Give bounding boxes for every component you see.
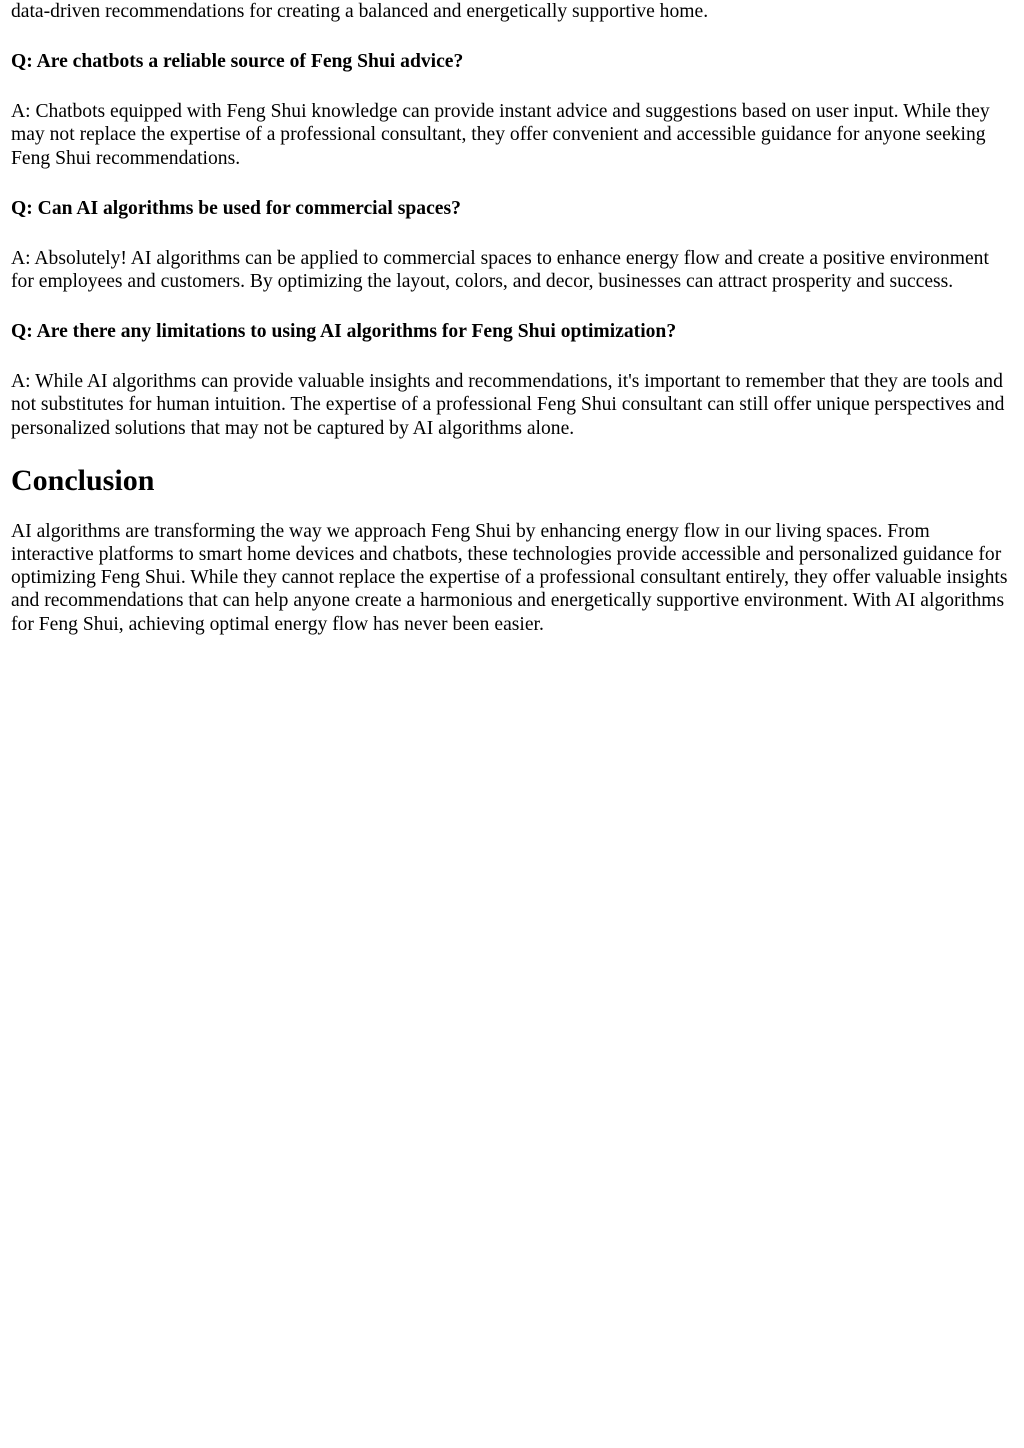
lead-paragraph: data-driven recommendations for creating a balanced and energetically supportive home.: [11, 1, 709, 22]
conclusion-heading: Conclusion: [11, 463, 155, 497]
conclusion-paragraph: AI algorithms are transforming the way we approach Feng Shui by enhancing energy flow in our living spaces. From interactive platforms to smart home devices and chatbots, these technologies provide accessible and personalized guidance for optimizing Feng Shui. While they cannot replace the expertise of a professional consultant entirely, they offer valuable insights and recommendations that can help anyone create a harmonious and energetically supportive environment. With AI algorithms for Feng Shui, achieving optimal energy flow has never been easier.: [11, 520, 1008, 635]
faq-answer-chatbots: A: Chatbots equipped with Feng Shui knowledge can provide instant advice and suggestions based on user input. While they may not replace the expertise of a professional consultant, they offer convenient and accessible guidance for anyone seeking Feng Shui recommendations.: [11, 101, 990, 169]
faq-question-chatbots: Q: Are chatbots a reliable source of Feng Shui advice?: [11, 51, 464, 73]
faq-question-limitations: Q: Are there any limitations to using AI algorithms for Feng Shui optimization?: [11, 321, 677, 343]
faq-question-commercial: Q: Can AI algorithms be used for commercial spaces?: [11, 197, 461, 219]
faq-answer-limitations: A: While AI algorithms can provide valuable insights and recommendations, it's important to remember that they are tools and not substitutes for human intuition. The expertise of a professional Feng Shui consultant can still offer unique perspectives and personalized solutions that may not be captured by AI algorithms alone.: [11, 371, 1005, 439]
faq-answer-commercial: A: Absolutely! AI algorithms can be applied to commercial spaces to enhance energy flow and create a positive environment for employees and customers. By optimizing the layout, colors, and decor, businesses can attract prosperity and success.: [11, 247, 989, 293]
